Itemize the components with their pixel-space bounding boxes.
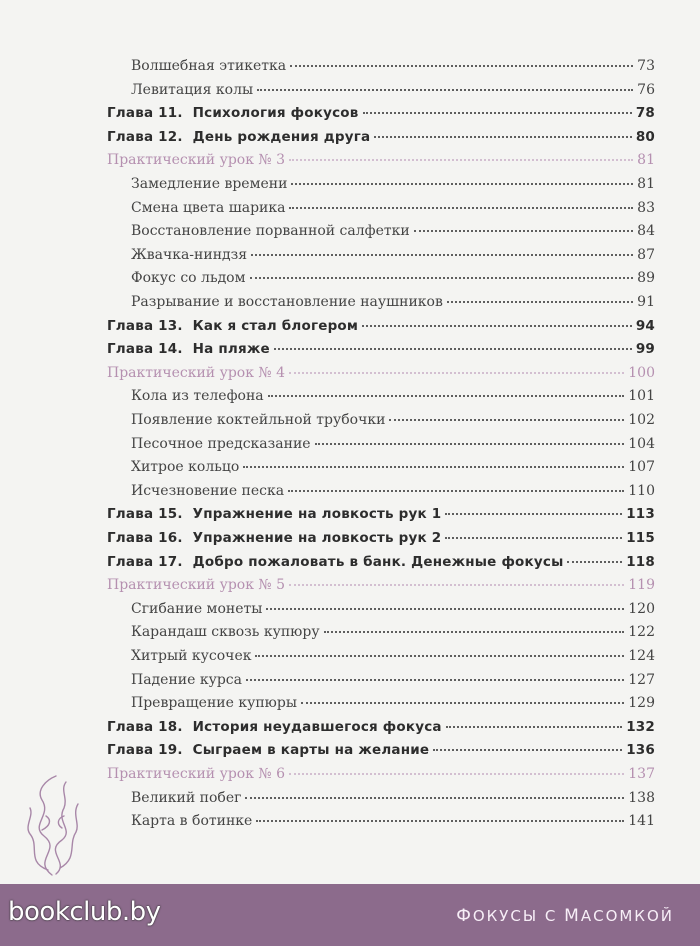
dot-leader bbox=[289, 207, 633, 209]
toc-item-row bbox=[131, 409, 655, 431]
toc-item-row bbox=[131, 598, 655, 620]
page-number: 118 bbox=[626, 553, 655, 570]
toc-item-row bbox=[131, 456, 655, 478]
dot-leader bbox=[389, 419, 624, 421]
toc-title: Как я стал блогером bbox=[192, 317, 359, 334]
dot-leader bbox=[245, 797, 624, 799]
chapter-number: Глава 18. bbox=[107, 718, 183, 735]
dot-leader bbox=[445, 537, 622, 539]
toc-chapter-row bbox=[107, 338, 655, 360]
dot-leader bbox=[256, 820, 624, 822]
toc-title: Превращение купюры bbox=[131, 695, 297, 712]
page-number: 119 bbox=[628, 577, 655, 594]
toc-title: Психология фокусов bbox=[192, 105, 359, 122]
toc-lesson-row bbox=[107, 362, 655, 384]
dot-leader bbox=[291, 183, 633, 185]
toc-title: Добро пожаловать в банк. Денежные фокусы bbox=[192, 553, 564, 570]
magic-smoke-icon bbox=[22, 770, 82, 880]
toc-title: Левитация колы bbox=[131, 81, 254, 98]
toc-item-row bbox=[131, 787, 655, 809]
dot-leader bbox=[274, 348, 632, 350]
toc-item-row bbox=[131, 692, 655, 714]
page-number: 91 bbox=[637, 294, 655, 310]
dot-leader bbox=[290, 65, 633, 67]
dot-leader bbox=[250, 277, 634, 279]
toc-title: Хитрое кольцо bbox=[131, 459, 240, 476]
page-number: 138 bbox=[628, 789, 655, 806]
page-number: 122 bbox=[628, 624, 655, 641]
title-part: АСОМКОЙ bbox=[580, 907, 674, 925]
toc-title: Сыграем в карты на желание bbox=[192, 742, 430, 759]
toc-title: Карандаш сквозь купюру bbox=[131, 624, 320, 641]
chapter-number: Глава 14. bbox=[107, 341, 183, 358]
page-number: 120 bbox=[628, 600, 655, 617]
page-number: 136 bbox=[626, 742, 655, 759]
page-number: 104 bbox=[628, 435, 655, 452]
toc-item-row bbox=[131, 197, 655, 219]
dot-leader bbox=[268, 395, 625, 397]
toc-item-row bbox=[131, 220, 655, 242]
chapter-number: Глава 19. bbox=[107, 742, 183, 759]
book-title bbox=[456, 906, 674, 926]
toc-title: Практический урок № 3 bbox=[107, 152, 286, 169]
toc-title: Хитрый кусочек bbox=[131, 648, 252, 664]
toc-chapter-row bbox=[107, 126, 655, 148]
page-number: 89 bbox=[637, 270, 655, 287]
toc-title: Практический урок № 5 bbox=[107, 577, 286, 594]
toc-title: Практический урок № 6 bbox=[107, 766, 286, 782]
page-number: 99 bbox=[635, 341, 655, 358]
page-number: 115 bbox=[626, 530, 655, 546]
toc-title: Смена цвета шарика bbox=[131, 199, 286, 216]
page-number: 81 bbox=[637, 176, 655, 192]
dot-leader bbox=[257, 89, 633, 91]
toc-title: Волшебная этикетка bbox=[131, 58, 287, 74]
watermark-text: bookclub.by bbox=[8, 897, 161, 927]
toc-lesson-row bbox=[107, 574, 655, 596]
dot-leader bbox=[243, 466, 624, 468]
toc-chapter-row bbox=[107, 102, 655, 124]
dot-leader bbox=[301, 702, 624, 704]
toc-title: Появление коктейльной трубочки bbox=[131, 412, 386, 428]
toc-title: Упражнение на ловкость рук 1 bbox=[192, 506, 442, 523]
page-number: 127 bbox=[628, 671, 655, 688]
toc-title: Практический урок № 4 bbox=[107, 364, 286, 381]
page-number: 110 bbox=[628, 482, 655, 499]
page-number: 102 bbox=[628, 412, 655, 428]
chapter-number: Глава 16. bbox=[107, 530, 183, 546]
dot-leader bbox=[363, 112, 632, 114]
toc-title: Песочное предсказание bbox=[131, 435, 311, 452]
toc-title: Восстановление порванной салфетки bbox=[131, 223, 410, 240]
dot-leader bbox=[246, 679, 624, 681]
page-number: 94 bbox=[635, 317, 655, 334]
dot-leader bbox=[289, 773, 624, 775]
page-number: 76 bbox=[637, 81, 655, 98]
toc-item-row bbox=[131, 810, 655, 832]
footer-banner bbox=[0, 884, 700, 946]
toc-title: Падение курса bbox=[131, 671, 242, 688]
toc-chapter-row bbox=[107, 527, 655, 549]
dot-leader bbox=[266, 608, 624, 610]
page-number: 80 bbox=[635, 128, 655, 145]
dot-leader bbox=[289, 159, 633, 161]
chapter-number: Глава 13. bbox=[107, 317, 183, 334]
toc-chapter-row bbox=[107, 315, 655, 337]
toc-lesson-row bbox=[107, 763, 655, 785]
toc-title: Великий побег bbox=[131, 789, 242, 806]
page-number: 107 bbox=[628, 459, 655, 476]
toc-item-row bbox=[131, 173, 655, 195]
title-letter: М bbox=[564, 906, 581, 926]
page-number: 78 bbox=[635, 105, 655, 122]
page-number: 100 bbox=[628, 364, 655, 381]
toc-chapter-row bbox=[107, 503, 655, 525]
toc-item-row bbox=[131, 79, 655, 101]
toc-title: Упражнение на ловкость рук 2 bbox=[192, 530, 442, 546]
toc-title: Кола из телефона bbox=[131, 388, 264, 405]
toc-title: Фокус со льдом bbox=[131, 270, 246, 287]
toc-title: Замедление времени bbox=[131, 176, 288, 192]
page-number: 141 bbox=[628, 813, 655, 830]
dot-leader bbox=[567, 561, 622, 563]
toc-item-row bbox=[131, 291, 655, 313]
toc-chapter-row bbox=[107, 716, 655, 738]
toc-item-row bbox=[131, 669, 655, 691]
page-number: 87 bbox=[637, 246, 655, 263]
toc-title: Жвачка-ниндзя bbox=[131, 246, 248, 263]
page-number: 101 bbox=[628, 388, 655, 405]
chapter-number: Глава 11. bbox=[107, 105, 183, 122]
toc-lesson-row bbox=[107, 149, 655, 171]
page-number: 113 bbox=[626, 506, 655, 523]
dot-leader bbox=[315, 443, 625, 445]
dot-leader bbox=[251, 254, 633, 256]
page-number: 84 bbox=[637, 223, 655, 240]
dot-leader bbox=[374, 136, 631, 138]
page-number: 81 bbox=[637, 152, 655, 169]
page-number: 132 bbox=[626, 718, 655, 735]
toc-item-row bbox=[131, 480, 655, 502]
page-number: 83 bbox=[637, 199, 655, 216]
toc-item-row bbox=[131, 385, 655, 407]
dot-leader bbox=[289, 584, 624, 586]
toc-title: История неудавшегося фокуса bbox=[192, 718, 442, 735]
dot-leader bbox=[433, 749, 622, 751]
dot-leader bbox=[362, 325, 632, 327]
page-number: 124 bbox=[628, 648, 655, 664]
dot-leader bbox=[255, 655, 624, 657]
page-number: 137 bbox=[628, 766, 655, 782]
toc-item-row bbox=[131, 645, 655, 667]
toc-item-row bbox=[131, 621, 655, 643]
dot-leader bbox=[414, 230, 633, 232]
toc-chapter-row bbox=[107, 551, 655, 573]
title-part: ОКУСЫ С bbox=[472, 907, 565, 925]
toc-item-row bbox=[131, 55, 655, 77]
chapter-number: Глава 17. bbox=[107, 553, 183, 570]
chapter-number: Глава 12. bbox=[107, 128, 183, 145]
toc-chapter-row bbox=[107, 739, 655, 761]
toc-title: Карта в ботинке bbox=[131, 813, 253, 830]
page-number: 73 bbox=[637, 58, 655, 74]
dot-leader bbox=[288, 490, 624, 492]
toc-title: Исчезновение песка bbox=[131, 482, 285, 499]
toc-item-row bbox=[131, 267, 655, 289]
toc-title: На пляже bbox=[192, 341, 270, 358]
dot-leader bbox=[447, 301, 633, 303]
dot-leader bbox=[445, 513, 622, 515]
toc-title: Разрывание и восстановление наушников bbox=[131, 294, 443, 310]
dot-leader bbox=[324, 631, 625, 633]
chapter-number: Глава 15. bbox=[107, 506, 183, 523]
dot-leader bbox=[289, 372, 624, 374]
toc-item-row bbox=[131, 433, 655, 455]
toc-title: День рождения друга bbox=[192, 128, 371, 145]
dot-leader bbox=[446, 726, 622, 728]
page-number: 129 bbox=[628, 695, 655, 712]
toc-title: Сгибание монеты bbox=[131, 600, 263, 617]
title-letter: Ф bbox=[456, 906, 473, 926]
toc-item-row bbox=[131, 244, 655, 266]
